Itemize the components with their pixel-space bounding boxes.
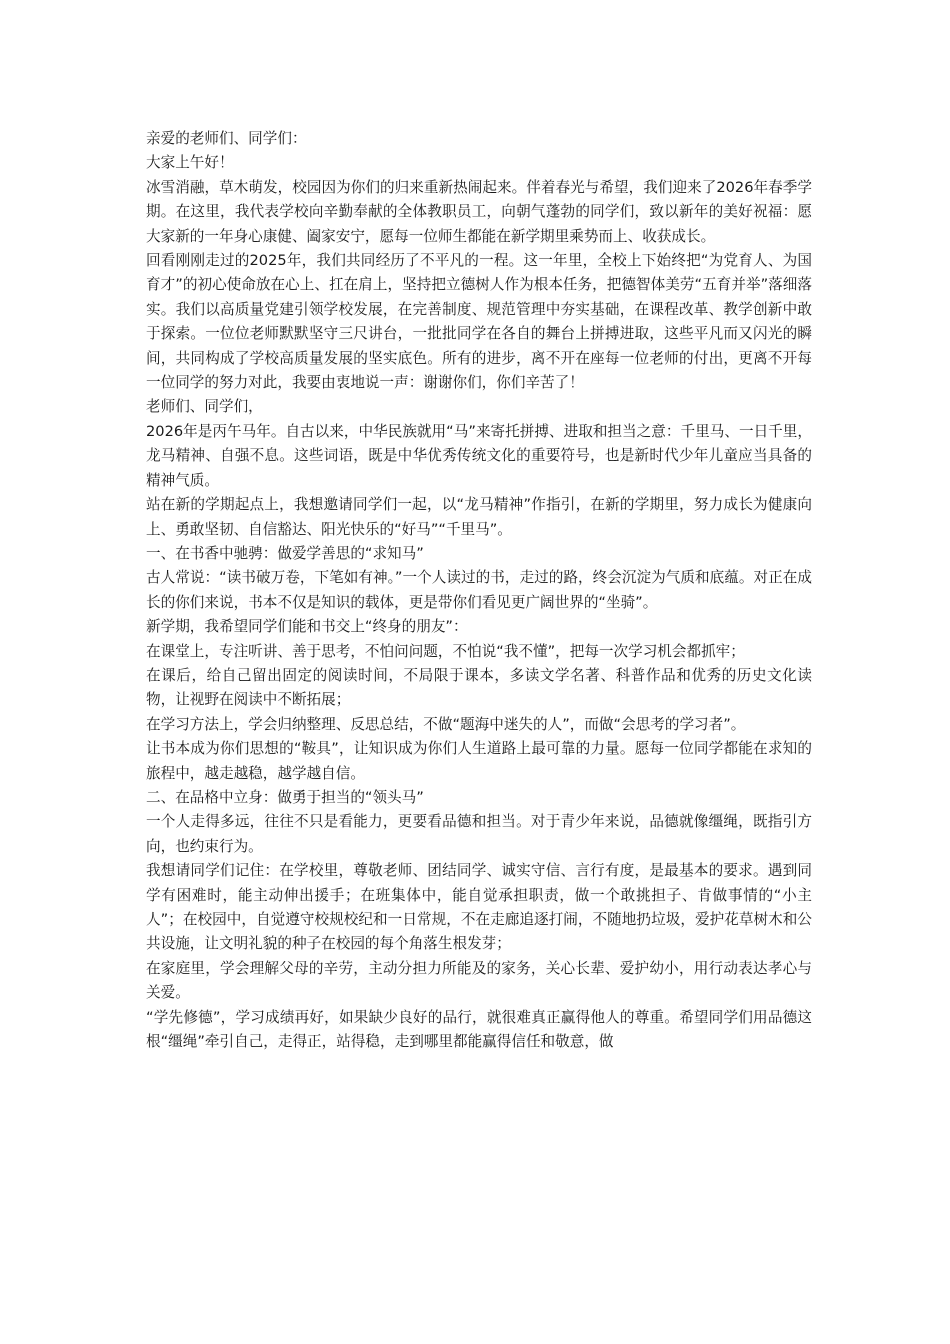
paragraph-classroom: 在课堂上，专注听讲、善于思考，不怕问问题，不怕说“我不懂”，把每一次学习机会都抓牢； (146, 642, 745, 660)
paragraph-invitation: 站在新的学期起点上，我想邀请同学们一起，以“龙马精神”作指引，在新的学期里，努力成长为健康向上、勇敢坚韧、自信豁达、阳光快乐的“好马”“千里马”。 (146, 496, 812, 538)
paragraph-after-class: 在课后，给自己留出固定的阅读时间，不局限于课本，多读文学名著、科普作品和优秀的历史文化读物，让视野在阅读中不断拓展； (146, 666, 812, 709)
paragraph-year-of-horse: 2026年是丙午马年。自古以来，中华民族就用“马”来寄托拼搏、进取和担当之意：千里马、一日千里，龙马精神、自强不息。这些词语，既是中华优秀传统文化的重要符号，也是新时代少年儿童应当具备的精神气质。 (146, 422, 812, 489)
paragraph-school-conduct: 我想请同学们记住：在学校里，尊敬老师、团结同学、诚实守信、言行有度，是最基本的要求。遇到同学有困难时，能主动伸出援手；在班集体中，能自觉承担职责，做一个敢挑担子、肯做事情的“小主人”；在校园中，自觉遵守校规校纪和一日常规，不在走廊追逐打闹，不随地扔垃圾，爱护花草树木和公共设施，让文明礼貌的种子在校园的每个角落生根发芽； (146, 862, 812, 953)
greeting: 大家上午好！ (146, 154, 234, 172)
section-heading-1: 一、在书香中驰骋：做爱学善思的“求知马” (146, 544, 424, 562)
paragraph-study-method: 在学习方法上，学会归纳整理、反思总结，不做“题海中迷失的人”，而做“会思考的学习者”。 (146, 715, 746, 733)
address-line: 老师们、同学们， (146, 398, 263, 416)
section-heading-2: 二、在品格中立身：做勇于担当的“领头马” (146, 788, 424, 806)
paragraph-family: 在家庭里，学会理解父母的辛劳，主动分担力所能及的家务，关心长辈、爱护幼小，用行动表达孝心与关爱。 (146, 959, 812, 1002)
salutation: 亲爱的老师们、同学们： (146, 130, 307, 147)
paragraph-virtue-first: “学先修德”，学习成绩再好，如果缺少良好的品行，就很难真正赢得他人的尊重。希望同学们用品德这根“缰绳”牵引自己，走得正，站得稳，走到哪里都能赢得信任和敬意，做 (146, 1008, 812, 1051)
paragraph-opening: 冰雪消融，草木萌发，校园因为你们的归来重新热闹起来。伴着春光与希望，我们迎来了2026年春季学期。在这里，我代表学校向辛勤奉献的全体教职员工，向朝气蓬勃的同学们，致以新年的美好祝福：愿大家新的一年身心康健、阖家安宁，愿每一位师生都能在新学期里乘势而上、收获成长。 (146, 178, 812, 245)
paragraph-reading: 古人常说：“读书破万卷，下笔如有神。”一个人读过的书，走过的路，终会沉淀为气质和底蕴。对正在成长的你们来说，书本不仅是知识的载体，更是带你们看见更广阔世界的“坐骑”。 (146, 569, 812, 611)
paragraph-review-2025: 回看刚刚走过的2025年，我们共同经历了不平凡的一程。这一年里，全校上下始终把“为党育人、为国育才”的初心使命放在心上、扛在肩上，坚持把立德树人作为根本任务，把德智体美劳“五育并举”落细落实。我们以高质量党建引领学校发展，在完善制度、规范管理中夯实基础，在课程改革、教学创新中敢于探索。一位位老师默默坚守三尺讲台，一批批同学在各自的舞台上拼搏进取，这些平凡而又闪光的瞬间，共同构成了学校高质量发展的坚实底色。所有的进步，离不开在座每一位老师的付出，更离不开每一位同学的努力对此，我要由衷地说一声：谢谢你们，你们辛苦了！ (146, 252, 812, 392)
speech-document (146, 127, 812, 1054)
paragraph-books-friends: 新学期，我希望同学们能和书交上“终身的朋友”： (146, 618, 468, 636)
paragraph-character: 一个人走得多远，往往不只是看能力，更要看品德和担当。对于青少年来说，品德就像缰绳，既指引方向，也约束行为。 (146, 813, 812, 855)
paragraph-knowledge: 让书本成为你们思想的“鞍具”，让知识成为你们人生道路上最可靠的力量。愿每一位同学都能在求知的旅程中，越走越稳，越学越自信。 (146, 740, 812, 782)
